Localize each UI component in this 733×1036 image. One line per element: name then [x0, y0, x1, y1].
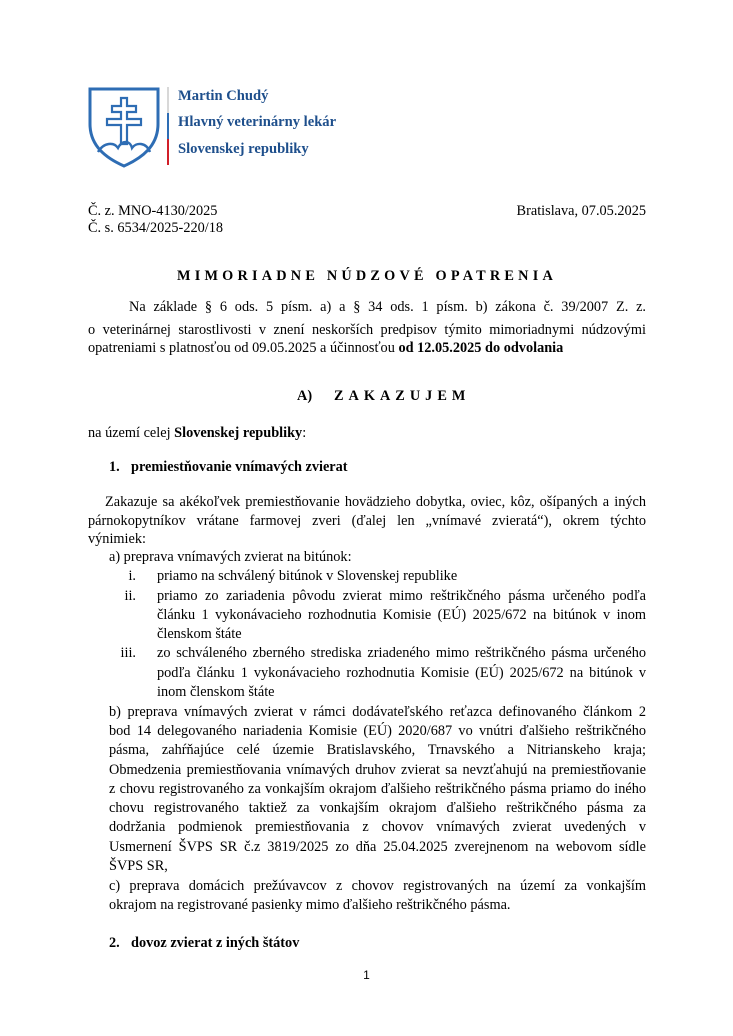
exception-a-iii-number: iii. — [120, 645, 136, 661]
intro-line-3: opatreniami s platnosťou od 09.05.2025 a účinnosťou od 12.05.2025 do odvolania — [88, 340, 564, 356]
section-a-letter: A) — [297, 388, 313, 404]
exception-a-iii-line-2: podľa článku 1 vykonávacieho rozhodnutia Komisie (EÚ) 2025/672 na bitúnok v — [157, 665, 646, 681]
exception-b-line-5: z chovu registrovaného za vonkajším okrajom ďalšieho reštrikčného pásma priamo do iného — [109, 781, 646, 797]
header-role: Hlavný veterinárny lekár — [178, 114, 337, 130]
tricolor-separator — [167, 87, 169, 165]
item-1-title: premiestňovanie vnímavých zvierat — [131, 459, 348, 475]
item-2-title: dovoz zvierat z iných štátov — [131, 935, 300, 951]
exception-a-label: a) preprava vnímavých zvierat na bitúnok: — [109, 549, 352, 565]
place-date: Bratislava, 07.05.2025 — [516, 203, 646, 219]
page-number: 1 — [363, 968, 370, 982]
exception-c-line-1: c) preprava domácich prežúvavcov z chovov registrovaných na území za vonkajším — [109, 878, 646, 894]
exception-b-line-1: b) preprava vnímavých zvierat v rámci dodávateľského reťazca definovaného článkom 2 — [109, 704, 646, 720]
exception-a-ii-line-2: článku 1 vykonávacieho rozhodnutia Komisie (EÚ) 2025/672 na bitúnok v inom — [157, 607, 646, 623]
territory-line: na území celej Slovenskej republiky: — [88, 425, 307, 441]
document-title: MIMORIADNE NÚDZOVÉ OPATRENIA — [177, 268, 557, 284]
coat-of-arms-logo — [86, 86, 162, 168]
exception-a-i-number: i. — [128, 568, 136, 584]
exception-b-line-8: Usmernení ŠVPS SR č.z 3819/2025 zo dňa 25.04.2025 zverejnenom na webovom sídle — [109, 839, 646, 855]
exception-b-line-4: Obmedzenia premiestňovania vnímavých druhov zvierat sa nevzťahujú na premiestňovanie — [109, 762, 646, 778]
exception-a-ii-line-3: členskom štáte — [157, 626, 242, 642]
exception-c-line-2: okrajom na registrované pasienky mimo ďalšieho reštrikčného pásma. — [109, 897, 511, 913]
exception-b-line-9: ŠVPS SR, — [109, 858, 168, 874]
item-1-para-line-1: Zakazuje sa akékoľvek premiestňovanie hovädzieho dobytka, oviec, kôz, ošípaných a iných — [105, 494, 646, 510]
intro-validity-bold: od 12.05.2025 do odvolania — [398, 340, 564, 356]
item-1-para-line-2: párnokopytníkov vrátane farmovej zveri (ďalej len „vnímavé zvieratá“), okrem týchto — [88, 513, 646, 529]
intro-line-1: Na základe § 6 ods. 5 písm. a) a § 34 ods. 1 písm. b) zákona č. 39/2007 Z. z. — [129, 299, 646, 315]
exception-b-line-6: chovu registrovaného taktiež za vonkajším okrajom ďalšieho reštrikčného pásma za — [109, 800, 646, 816]
section-a-heading: ZAKAZUJEM — [334, 388, 471, 404]
exception-a-iii-line-1: zo schváleného zberného strediska zriadeného mimo reštrikčného pásma určeného — [157, 645, 646, 661]
exception-a-ii-line-1: priamo zo zariadenia pôvodu zvierat mimo reštrikčného pásma určeného podľa — [157, 588, 646, 604]
exception-a-iii-line-3: inom členskom štáte — [157, 684, 275, 700]
header-name: Martin Chudý — [178, 88, 269, 104]
reference-s: Č. s. 6534/2025-220/18 — [88, 220, 224, 236]
exception-b-line-7: dodržania podmienok premiestňovania z chovov vnímavých zvierat uvedených v — [109, 819, 646, 835]
exception-b-line-2: bod 14 delegovaného nariadenia Komisie (EÚ) 2020/687 vo vnútri ďalšieho reštrikčného — [109, 723, 646, 739]
item-2-number: 2. — [109, 935, 120, 951]
exception-b-line-3: pásma, zahŕňajúce celé územie Bratislavského, Trnavského a Nitrianskeho kraja; — [109, 742, 646, 758]
reference-z: Č. z. MNO-4130/2025 — [88, 203, 218, 219]
intro-line-2: o veterinárnej starostlivosti v znení neskorších predpisov týmito mimoriadnymi núdzovými — [88, 322, 646, 338]
item-1-number: 1. — [109, 459, 120, 475]
exception-a-i-line-1: priamo na schválený bitúnok v Slovenskej republike — [157, 568, 458, 584]
item-1-para-line-3: výnimiek: — [88, 531, 146, 547]
header-country: Slovenskej republiky — [178, 141, 309, 157]
exception-a-ii-number: ii. — [124, 588, 136, 604]
